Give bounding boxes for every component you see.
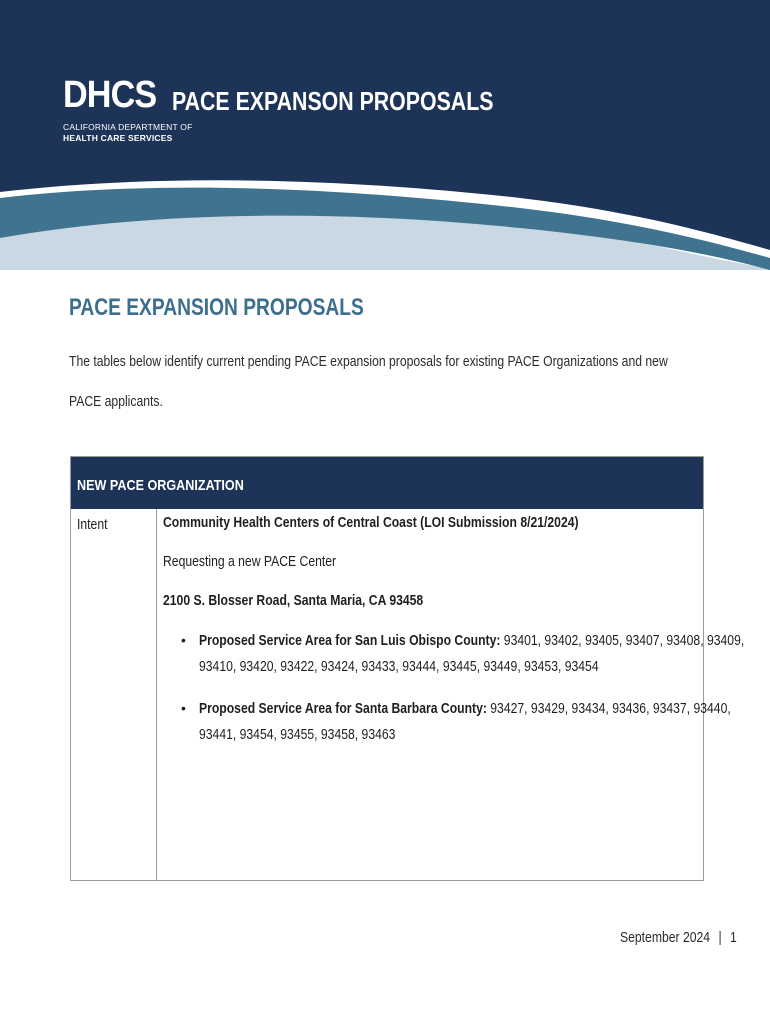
page-title: PACE EXPANSION PROPOSALS — [69, 294, 364, 321]
service-area-item — [199, 632, 744, 650]
row-content-cell — [163, 509, 745, 880]
service-area-zips-continued: 93441, 93454, 93455, 93458, 93463 — [199, 727, 396, 743]
bullet-icon: • — [181, 632, 186, 648]
logo-subtitle-line1: CALIFORNIA DEPARTMENT OF — [63, 122, 193, 132]
service-area-zips: 93427, 93429, 93434, 93436, 93437, 93440, — [490, 701, 731, 717]
service-area-item — [199, 700, 731, 718]
bullet-icon: • — [181, 700, 186, 716]
page-number: 1 — [730, 930, 737, 946]
row-label-cell — [71, 509, 157, 880]
organization-title: Community Health Centers of Central Coast (LOI Submission 8/21/2024) — [163, 515, 579, 531]
footer-separator: | — [718, 930, 722, 946]
footer-date: September 2024 — [620, 930, 711, 946]
logo-subtitle-line2: HEALTH CARE SERVICES — [63, 133, 173, 143]
intro-line-2: PACE applicants. — [69, 394, 163, 410]
service-area-zips: 93401, 93402, 93405, 93407, 93408, 93409, — [503, 633, 745, 649]
service-area-label: Proposed Service Area for Santa Barbara County: — [199, 701, 487, 717]
request-text: Requesting a new PACE Center — [163, 554, 337, 570]
service-area-zips-continued: 93410, 93420, 93422, 93424, 93433, 93444, 93445, 93449, 93453, 93454 — [199, 659, 599, 675]
intro-line-1: The tables below identify current pending PACE expansion proposals for existing PACE Organizations and new — [69, 354, 668, 370]
table-row — [71, 509, 745, 880]
banner-title: PACE EXPANSON PROPOSALS — [172, 86, 494, 116]
new-pace-organization-table — [70, 456, 745, 881]
page-footer — [620, 930, 737, 946]
logo-wordmark: DHCS — [63, 74, 157, 116]
table-header-label: NEW PACE ORGANIZATION — [77, 477, 244, 494]
table-header — [71, 457, 703, 509]
row-label: Intent — [77, 517, 108, 533]
service-area-label: Proposed Service Area for San Luis Obispo County: — [199, 633, 501, 649]
center-address: 2100 S. Blosser Road, Santa Maria, CA 93458 — [163, 593, 424, 609]
intro-paragraph — [69, 342, 729, 422]
page-banner — [0, 0, 770, 270]
